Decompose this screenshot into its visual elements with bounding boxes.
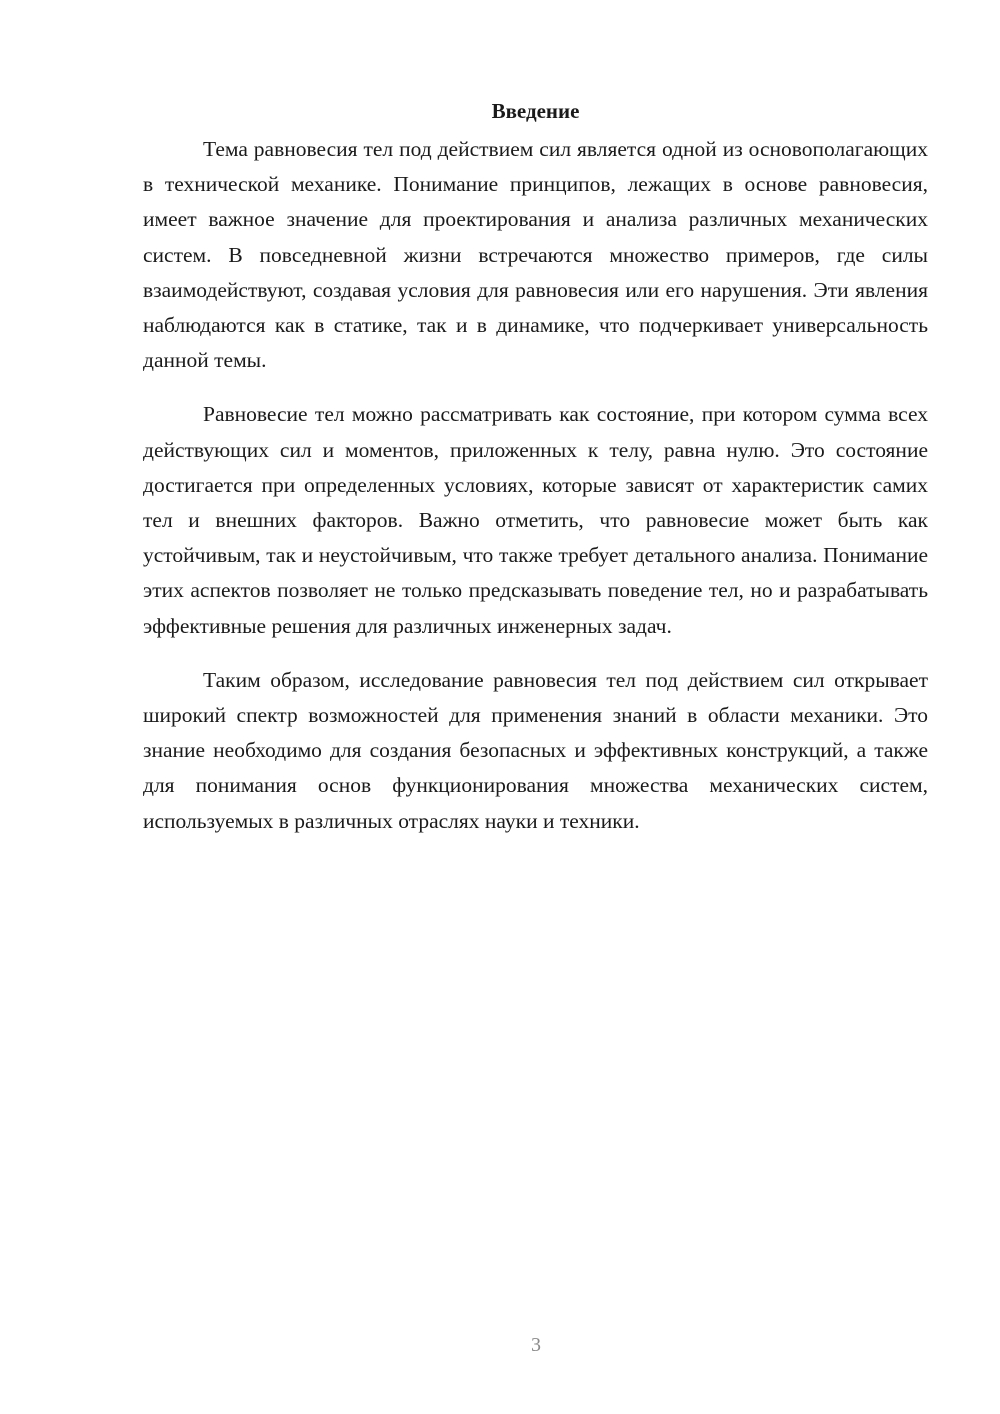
paragraph-3: Таким образом, исследование равновесия тел под действием сил открывает широкий спектр возможностей для применения знаний в области механики. Это знание необходимо для создания безопасных и эффективных конструкций, а также для понимания основ функционирования множества механических систем, используемых в различных отраслях науки и техники. [143, 667, 928, 833]
paragraph-1: Тема равновесия тел под действием сил является одной из основополагающих в технической механике. Понимание принципов, лежащих в основе равновесия, имеет важное значение для проектирования и анализа различных механических систем. В повседневной жизни встречаются множество примеров, где силы взаимодействуют, создавая условия для равновесия или его нарушения. Эти явления наблюдаются как в статике, так и в динамике, что подчеркивает универсальность данной темы. [143, 137, 928, 373]
section-heading: Введение [491, 99, 580, 123]
paragraph-2: Равновесие тел можно рассматривать как состояние, при котором сумма всех действующих сил и моментов, приложенных к телу, равна нулю. Это состояние достигается при определенных условиях, которые зависят от характеристик самих тел и внешних факторов. Важно отметить, что равновесие может быть как устойчивым, так и неустойчивым, что также требует детального анализа. Понимание этих аспектов позволяет не только предсказывать поведение тел, но и разрабатывать эффективные решения для различных инженерных задач. [143, 402, 928, 638]
page-content [143, 97, 928, 858]
page-number: 3 [531, 1334, 541, 1356]
